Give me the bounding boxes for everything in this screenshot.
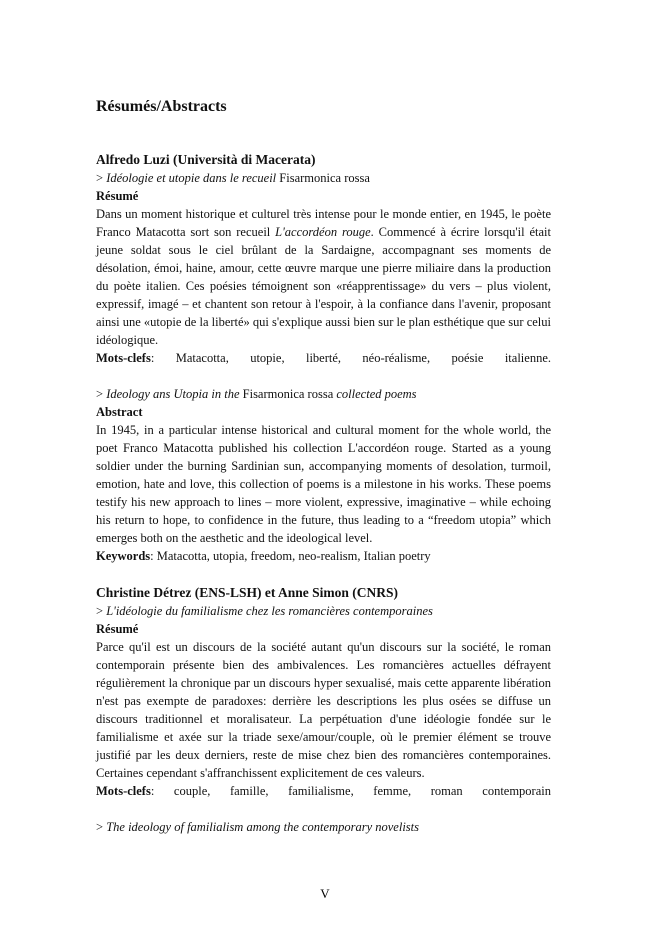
section-label: Abstract xyxy=(96,405,143,419)
keywords-label: Mots-clefs xyxy=(96,351,151,365)
page-content xyxy=(96,96,551,836)
keywords-line xyxy=(96,349,551,367)
page-title: Résumés/Abstracts xyxy=(96,98,227,115)
keywords-text: : couple, famille, familialisme, femme, roman contemporain xyxy=(150,784,551,798)
body-text: Parce qu'il est un discours de la société autant qu'un discours sur la société, le roman contemporain présente bien des ambivalences. Les romancières actuelles défrayent régulièrement la chronique par un discours hyper sexualisé, mais cette apparente libération n'est pas exempte de paradoxes: derrière les descriptions les plus osées se diffuse un discours traditionnel et moralisateur. La perpétuation d'une idéologie fondée sur le familialisme et axée sur la triade sexe/amour/couple, où le premier élément se trouve justifié par les deux derniers, reste de mise chez bien des romancières contemporaines. Certaines cependant s'affranchissent explicitement de ces valeurs. xyxy=(96,640,551,780)
keywords-line xyxy=(96,547,551,565)
arrow-prefix: > xyxy=(96,387,107,401)
body-italic: L'accordéon rouge xyxy=(275,225,371,239)
body-text: In 1945, in a particular intense historical and cultural moment for the whole world, the poet Franco Matacotta published his collection L'accordéon rouge. Started as a young soldier under the burning Sardinian sun, accompanying moments of desolation, turmoil, emotion, hate and love, this collection of poems is a milestone in his works. These poems testify his new approach to lines – more violent, expressive, imaginative – while echoing his return to hope, to confidence in the future, thus leading to a “freedom utopia” which emerges both on the aesthetic and the ideological level. xyxy=(96,423,551,545)
title-italic: Ideology ans Utopia in the xyxy=(106,387,243,401)
keywords-text: : Matacotta, utopia, freedom, neo-realism, Italian poetry xyxy=(150,549,431,563)
keywords-label: Mots-clefs xyxy=(96,784,151,798)
title-roman: Fisarmonica rossa xyxy=(279,171,370,185)
arrow-prefix: > xyxy=(96,171,107,185)
section-label: Résumé xyxy=(96,189,139,203)
title-italic: The ideology of familialism among the contemporary novelists xyxy=(106,820,419,834)
entry-author: Alfredo Luzi (Università di Macerata) xyxy=(96,152,316,167)
section-body xyxy=(96,421,551,547)
section-title xyxy=(96,602,551,620)
section-title xyxy=(96,385,551,403)
title-italic: L'idéologie du familialisme chez les romancières contemporaines xyxy=(106,604,433,618)
section-title xyxy=(96,169,551,187)
arrow-prefix: > xyxy=(96,604,107,618)
section-body xyxy=(96,205,551,349)
keywords-text: : Matacotta, utopie, liberté, néo-réalisme, poésie italienne. xyxy=(150,351,551,365)
section-body xyxy=(96,638,551,782)
body-text: Dans un moment historique et culturel très intense pour le monde entier, en 1945, le poète Franco Matacotta sort son recueil xyxy=(96,207,551,239)
title-roman: Fisarmonica rossa xyxy=(242,387,334,401)
keywords-line xyxy=(96,782,551,800)
entry-author: Christine Détrez (ENS-LSH) et Anne Simon (CNRS) xyxy=(96,585,398,600)
arrow-prefix: > xyxy=(96,820,107,834)
keywords-label: Keywords xyxy=(96,549,151,563)
title-italic-tail: collected poems xyxy=(333,387,417,401)
section-title xyxy=(96,818,551,836)
page-number: V xyxy=(320,886,330,901)
section-label: Résumé xyxy=(96,622,139,636)
title-italic: Idéologie et utopie dans le recueil xyxy=(106,171,280,185)
body-text: . Commencé à écrire lorsqu'il était jeune soldat sous le ciel brûlant de la Sardaigne, accompagnant ses moments de désolation, émoi, haine, amour, cette œuvre marque une pierre miliaire dans la production du poète italien. Ces poésies témoignent son «réapprentissage» du vers – plus violent, expressif, imagé – et chantent son retour à l'espoir, à la confiance dans l'avenir, proposant ainsi une «utopie de la liberté» qui s'explique aussi bien sur le plan esthétique que sur celui idéologique. xyxy=(96,225,552,347)
